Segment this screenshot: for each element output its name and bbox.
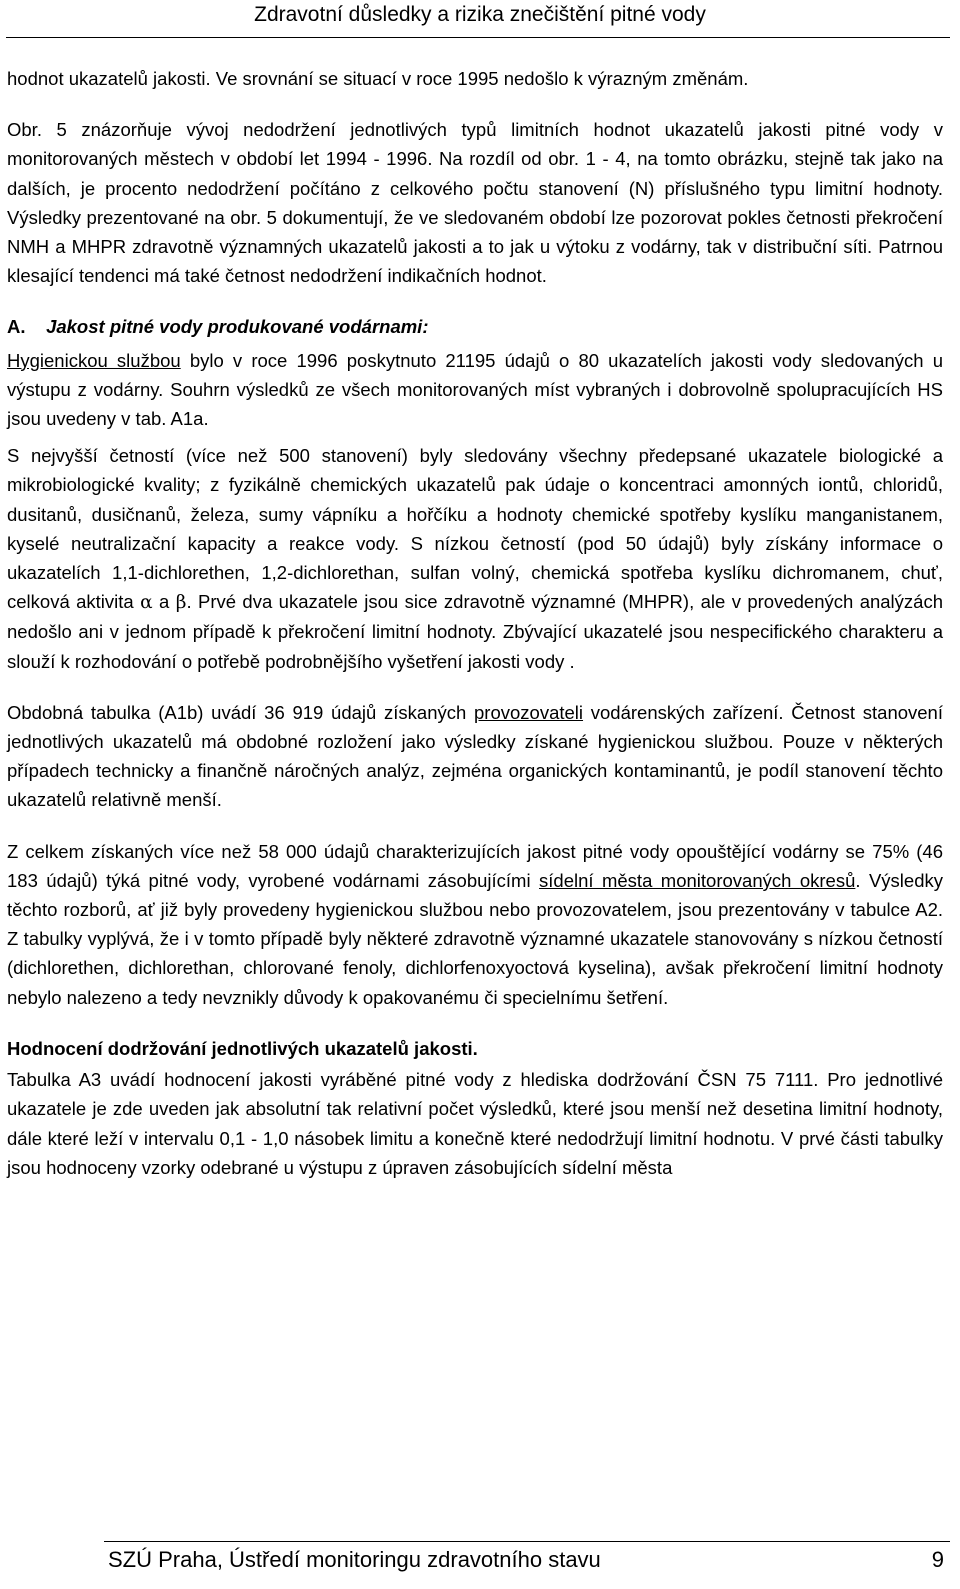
paragraph-text: Obr. 5 znázorňuje vývoj nedodržení jednotlivých typů limitních hodnot ukazatelů jakosti pitné vody v monitorovaných městech v období let 1994 - 1996. Na rozdíl od obr. 1 - 4, na tomto obrázku, stejně tak jako na dalších, je procento nedodržení počítáno z celkového počtu stanovení (N) příslušného typu limitní hodnoty. Výsledky prezentované na obr. 5 dokumentují, že ve sledovaném období lze pozorovat pokles četnosti překročení NMH a MHPR zdravotně významných ukazatelů jakosti a to jak u výtoku z vodárny, tak v distribuční síti. Patrnou klesající tendenci má také četnost nedodržení indikačních hodnot. [7, 119, 943, 287]
running-header: Zdravotní důsledky a rizika znečištění pitné vody [254, 3, 706, 26]
paragraph-figure-5 [7, 115, 943, 290]
paragraph-continuation [7, 64, 943, 93]
paragraph-operators [7, 698, 943, 815]
underlined-term: Hygienickou službou [7, 349, 181, 371]
header-divider [6, 37, 950, 38]
paragraph-table-a3 [7, 1065, 943, 1182]
paragraph-text: . Prvé dva ukazatele jsou sice zdravotně významné (MHPR), ale v provedených analýzách nedošlo ani v jednom případě k překročení limitní hodnoty. Zbývající ukazatelé jsou nespecifického charakteru a slouží k rozhodování o potřebě podrobnějšího vyšetření jakosti vody . [7, 591, 943, 672]
paragraph-text: . Výsledky těchto rozborů, ať již byly provedeny hygienickou službou nebo provozovatelem, jsou prezentovány v tabulce A2. Z tabulky vyplývá, že i v tomto případě byly některé zdravotně významné ukazatele stanovovány s nízkou četností (dichlorethen, dichlorethan, chlorované fenoly, dichlorfenoxyoctová kyselina), avšak překročení limitní hodnoty nebylo nalezeno a tedy nevznikly důvody k opakovanému či specielnímu šetření. [7, 869, 943, 1008]
paragraph-text: hodnot ukazatelů jakosti. Ve srovnání se situací v roce 1995 nedošlo k výrazným změnám. [7, 68, 749, 89]
paragraph-text: S nejvyšší četností (více než 500 stanovení) byly sledovány všechny předepsané ukazatele biologické a mikrobiologické kvality; z fyzikálně chemických ukazatelů pak údaje o koncentraci amonných iontů, chloridů, dusitanů, dusičnanů, železa, sumy vápníku a hořčíku a hodnoty chemické spotřeby kyslíku manganistanem, kyselé neutralizační kapacity a reakce vody. S nízkou četností (pod 50 údajů) byly získány informace o ukazatelích 1,1-dichlorethen, 1,2-dichlorethan, sulfan volný, chemická spotřeba kyslíku dichromanem, chuť, celková aktivita [7, 445, 943, 613]
paragraph-text: vodárenských zařízení. Četnost stanovení jednotlivých ukazatelů má obdobné rozložení jako výsledky získané hygienickou službou. Pouze v některých případech technicky a finančně náročných analýz, zejména organických kontaminantů, je podíl stanovení těchto ukazatelů relativně menší. [7, 701, 943, 811]
paragraph-frequency [7, 441, 943, 676]
conjunction-text: a [152, 591, 176, 613]
paragraph-text: Obdobná tabulka (A1b) uvádí 36 919 údajů získaných [7, 701, 475, 723]
alpha-symbol: α [140, 592, 153, 614]
underlined-term: sídelní města monitorovaných okresů [539, 869, 856, 891]
section-heading-b: Hodnocení dodržování jednotlivých ukazatelů jakosti. [7, 1037, 478, 1059]
paragraph-summary [7, 837, 943, 1012]
page-number: 9 [931, 1547, 944, 1572]
footer-text: SZÚ Praha, Ústředí monitoringu zdravotního stavu [108, 1547, 601, 1572]
underlined-term: provozovateli [474, 701, 584, 723]
paragraph-hygiene-service [7, 346, 943, 434]
document-body [7, 64, 943, 1204]
footer-divider [104, 1541, 950, 1542]
section-letter: A. [7, 316, 26, 338]
beta-symbol: β [175, 592, 187, 614]
paragraph-text: Z celkem získaných více než 58 000 údajů charakterizujících jakost pitné vody opouštějící vodárny se 75% (46 183 údajů) týká pitné vody, vyrobené vodárnami zásobujícími [7, 840, 943, 891]
running-footer [108, 1546, 944, 1574]
section-heading-a [7, 312, 943, 341]
section-title: Jakost pitné vody produkované vodárnami: [46, 316, 429, 338]
paragraph-text: Tabulka A3 uvádí hodnocení jakosti vyráběné pitné vody z hlediska dodržování ČSN 75 7111. Pro jednotlivé ukazatele je zde uveden jak absolutní tak relativní počet výsledků, které jsou menší než desetina limitní hodnoty, dále které leží v intervalu 0,1 - 1,0 násobek limitu a konečně které nedodržují limitní hodnotu. V prvé části tabulky jsou hodnoceny vzorky odebrané u výstupu z úpraven zásobujících sídelní města [7, 1069, 943, 1178]
paragraph-text: bylo v roce 1996 poskytnuto 21195 údajů o 80 ukazatelích jakosti vody sledovaných u výstupu z vodárny. Souhrn výsledků ze všech monitorovaných míst vybraných i dobrovolně spolupracujících HS jsou uvedeny v tab. A1a. [7, 349, 943, 430]
